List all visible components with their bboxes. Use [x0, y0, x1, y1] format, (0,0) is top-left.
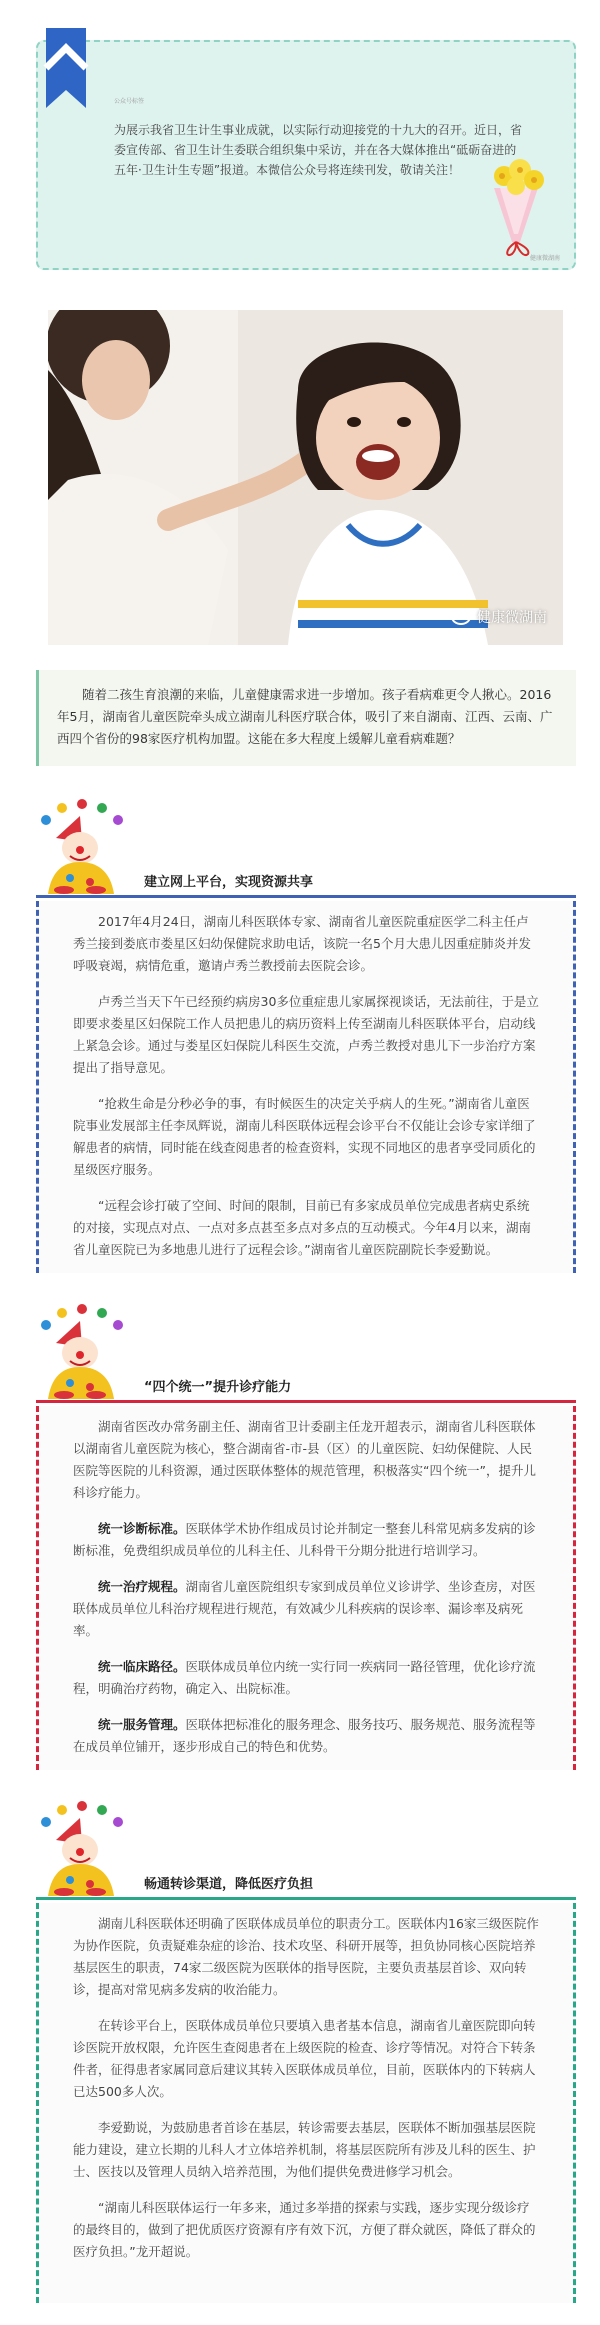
section2-rule — [36, 1400, 576, 1403]
section1-paragraph: “抢救生命是分秒必争的事，有时候医生的决定关乎病人的生死。”湖南省儿童医院事业发展部主任李凤辉说，湖南儿科医联体远程会诊平台不仅能让会诊专家详细了解患者的病情，同时能在线查阅患者的检查资料，实现不同地区的患者享受同质化的星级医疗服务。 — [73, 1096, 536, 1177]
section2-paragraph: 湖南省医改办常务副主任、湖南省卫计委副主任龙开超表示，湖南省儿科医联体以湖南省儿童医院为核心，整合湖南省-市-县（区）的儿童医院、妇幼保健院、人民医院等医院的儿科资源，通过医联体整体的规范管理，积极落实“四个统一”，提升儿科诊疗能力。 — [73, 1419, 536, 1500]
section1-paragraph: “远程会诊打破了空间、时间的限制，目前已有多家成员单位完成患者病史系统的对接，实现点对点、一点对多点甚至多点对多点的互动模式。今年4月以来，湖南省儿童医院已为多地患儿进行了远程会诊。”湖南省儿童医院副院长李爱勤说。 — [73, 1198, 531, 1257]
hero-watermark — [451, 607, 547, 627]
section1-paragraph: 卢秀兰当天下午已经预约病房30多位重症患儿家属探视谈话，无法前往，于是立即要求娄星区妇保院工作人员把患儿的病历资料上传至湖南儿科医联体平台，启动线上紧急会诊。通过与娄星区妇保院儿科医生交流，卢秀兰教授对患儿下一步治疗方案提出了指导意见。 — [73, 994, 539, 1075]
section2-paragraph: 统一服务管理。医联体把标准化的服务理念、服务技巧、服务规范、服务流程等在成员单位铺开，逐步形成自己的特色和优势。 — [73, 1717, 536, 1754]
section3-header — [36, 1800, 576, 1900]
intro-notice-card — [36, 40, 576, 270]
section1-header — [36, 798, 576, 898]
section3-paragraph: 在转诊平台上，医联体成员单位只要填入患者基本信息，湖南省儿童医院即向转诊医院开放权限，允许医生查阅患者在上级医院的检查、诊疗等情况。对符合下转条件者，征得患者家属同意后建议其转入医联体成员单位，目前，医联体内的下转病人已达500多人次。 — [73, 2018, 536, 2099]
clown-icon — [36, 1303, 126, 1399]
clown-icon — [36, 1800, 126, 1896]
section3-paragraph: “湖南儿科医联体运行一年多来，通过多举措的探索与实践，逐步实现分级诊疗的最终目的，做到了把优质医疗资源有序有效下沉，方便了群众就医，降低了群众的医疗负担。”龙开超说。 — [73, 2200, 536, 2259]
lead-paragraph: 随着二孩生育浪潮的来临，儿童健康需求进一步增加。孩子看病难更令人揪心。2016年5月，湖南省儿童医院牵头成立湖南儿科医疗联合体，吸引了来自湖南、江西、云南、广西四个省份的98家医疗机构加盟。这能在多大程度上缓解儿童看病难题？ — [36, 670, 576, 766]
section1-title: 建立网上平台，实现资源共享 — [144, 875, 314, 890]
intro-brand: 健康微湖南 — [529, 255, 560, 262]
section3-paragraph: 李爱勤说，为鼓励患者首诊在基层，转诊需要去基层，医联体不断加强基层医院能力建设，建立长期的儿科人才立体培养机制，将基层医院所有涉及儿科的医生、护士、医技以及管理人员纳入培养范围，为他们提供免费进修学习机会。 — [73, 2120, 536, 2179]
intro-text: 为展示我省卫生计生事业成就，以实际行动迎接党的十九大的召开。近日，省委宣传部、省卫生计生委联合组织集中采访，并在各大媒体推出“砥砺奋进的五年·卫生计生专题”报道。本微信公众号将连续刊发，敬请关注！ — [114, 123, 523, 177]
hero-watermark-text: 健康微湖南 — [477, 609, 547, 625]
section1-rule — [36, 895, 576, 898]
intro-tag: 公众号标签 — [114, 98, 145, 105]
section2-body — [36, 1406, 576, 1770]
section2-title: “四个统一”提升诊疗能力 — [144, 1380, 292, 1395]
section2-header — [36, 1303, 576, 1403]
section2-paragraph: 统一诊断标准。医联体学术协作组成员讨论并制定一整套儿科常见病多发病的诊断标准，免费组织成员单位的儿科主任、儿科骨干分期分批进行培训学习。 — [73, 1521, 536, 1558]
ribbon-icon — [38, 28, 94, 118]
wechat-icon — [451, 609, 471, 625]
section1-body — [36, 901, 576, 1273]
section3-body — [36, 1903, 576, 2303]
section3-rule — [36, 1897, 576, 1900]
hero-photo — [48, 310, 563, 645]
section3-title: 畅通转诊渠道，降低医疗负担 — [144, 1877, 314, 1892]
flower-bouquet-icon — [476, 154, 556, 264]
section3-paragraph: 湖南儿科医联体还明确了医联体成员单位的职责分工。医联体内16家三级医院作为协作医院，负责疑难杂症的诊治、技术攻坚、科研开展等，担负协同核心医院培养基层医生的职责，74家二级医院为医联体的指导医院，主要负责基层首诊、双向转诊，提高对常见病多发病的收治能力。 — [73, 1916, 539, 1997]
section2-paragraph: 统一临床路径。医联体成员单位内统一实行同一疾病同一路径管理，优化诊疗流程，明确治疗药物，确定入、出院标准。 — [73, 1659, 536, 1696]
section2-paragraph: 统一治疗规程。湖南省儿童医院组织专家到成员单位义诊讲学、坐诊查房，对医联体成员单位儿科治疗规程进行规范，有效减少儿科疾病的误诊率、漏诊率及病死率。 — [73, 1579, 536, 1638]
section1-paragraph: 2017年4月24日，湖南儿科医联体专家、湖南省儿童医院重症医学二科主任卢秀兰接到娄底市娄星区妇幼保健院求助电话，该院一名5个月大患儿因重症肺炎并发呼吸衰竭，病情危重，邀请卢秀兰教授前去医院会诊。 — [73, 914, 531, 973]
mother-feeding-child-image — [48, 310, 563, 645]
clown-icon — [36, 798, 126, 894]
